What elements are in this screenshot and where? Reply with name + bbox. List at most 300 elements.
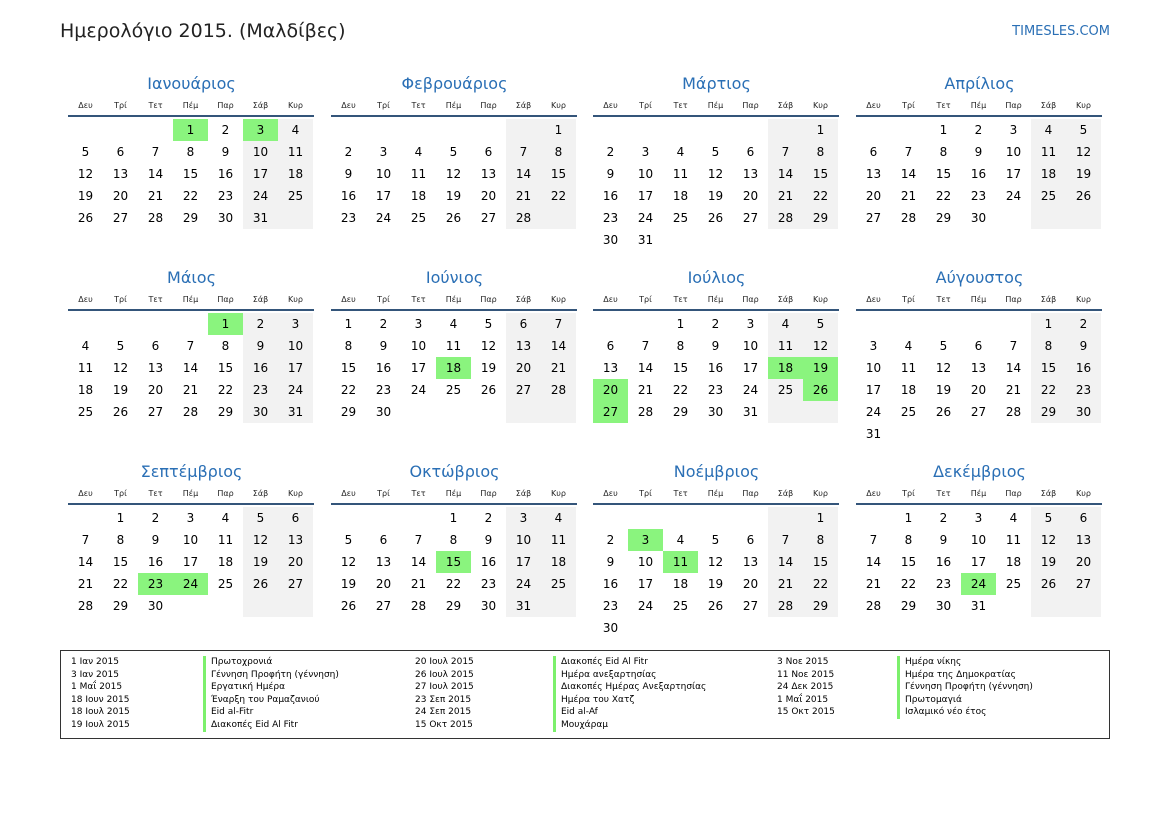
day-cell: 20 <box>112 189 129 203</box>
day-cell: 27 <box>480 211 497 225</box>
day-cell: 4 <box>676 145 685 159</box>
weekday-label: Τετ <box>936 489 951 498</box>
weekday-label: Παρ <box>480 101 497 110</box>
legend-date: 24 Σεπ 2015 <box>415 707 472 718</box>
day-cell: 14 <box>900 167 917 181</box>
empty-cell <box>996 423 1031 445</box>
legend-date: 15 Οκτ 2015 <box>415 719 473 730</box>
day-cell: 21 <box>900 189 917 203</box>
day-cell: 20 <box>970 383 987 397</box>
day-cell: 13 <box>147 361 164 375</box>
day-cell: 24 <box>637 599 654 613</box>
day-cell: 7 <box>81 533 90 547</box>
day-cell: 27 <box>593 401 628 423</box>
legend-date: 15 Οκτ 2015 <box>777 707 835 718</box>
empty-cell <box>401 401 436 423</box>
weekday-label: Σάβ <box>515 489 532 498</box>
day-cell: 10 <box>278 335 313 357</box>
weekday-label: Τετ <box>936 101 951 110</box>
legend-holiday-name: Έναρξη του Ραμαζανιού <box>203 694 339 707</box>
day-cell: 9 <box>939 533 948 547</box>
weekday-label: Παρ <box>1005 489 1022 498</box>
weekday-label: Κυρ <box>813 295 828 304</box>
weekday-label: Κυρ <box>551 101 566 110</box>
weekday-label: Παρ <box>217 101 234 110</box>
weekday-label: Κυρ <box>1076 295 1091 304</box>
day-cell: 11 <box>541 529 576 551</box>
holiday-legend <box>60 650 1110 739</box>
day-cell: 28 <box>182 405 199 419</box>
weekday-label: Σάβ <box>1040 489 1057 498</box>
empty-cell <box>593 313 628 335</box>
day-grid <box>593 119 839 251</box>
month-title: Αύγουστος <box>935 268 1024 287</box>
day-cell: 28 <box>900 211 917 225</box>
empty-cell <box>891 119 926 141</box>
day-cell: 27 <box>112 211 129 225</box>
day-cell: 2 <box>606 533 615 547</box>
day-cell: 18 <box>217 555 234 569</box>
day-cell: 18 <box>900 383 917 397</box>
day-cell: 27 <box>970 405 987 419</box>
day-cell: 26 <box>112 405 129 419</box>
day-cell: 20 <box>480 189 497 203</box>
month-title: Ιούνιος <box>425 268 484 287</box>
weekday-label: Κυρ <box>1076 489 1091 498</box>
day-cell: 8 <box>939 145 948 159</box>
day-cell: 3 <box>746 317 755 331</box>
day-cell: 2 <box>1066 313 1101 335</box>
day-cell: 22 <box>803 573 838 595</box>
empty-cell <box>803 617 838 639</box>
day-cell: 25 <box>900 405 917 419</box>
day-cell: 11 <box>217 533 234 547</box>
day-cell: 6 <box>606 339 615 353</box>
day-cell: 7 <box>904 145 913 159</box>
empty-cell <box>243 595 278 617</box>
legend-names-2 <box>553 656 706 732</box>
weekday-label: Παρ <box>480 489 497 498</box>
day-cell: 8 <box>186 145 195 159</box>
day-cell: 8 <box>676 339 685 353</box>
day-cell: 3 <box>869 339 878 353</box>
day-cell: 12 <box>1066 141 1101 163</box>
day-cell: 22 <box>935 189 952 203</box>
weekday-label: Τετ <box>148 101 163 110</box>
empty-cell <box>628 617 663 639</box>
empty-cell <box>541 401 576 423</box>
day-cell: 13 <box>742 167 759 181</box>
day-cell: 2 <box>974 123 983 137</box>
day-cell: 9 <box>606 167 615 181</box>
day-cell: 26 <box>480 383 497 397</box>
month-title: Μάιος <box>167 268 216 287</box>
day-cell: 15 <box>803 551 838 573</box>
weekday-header <box>68 487 314 505</box>
day-cell: 20 <box>742 577 759 591</box>
day-cell: 25 <box>672 599 689 613</box>
day-cell: 12 <box>803 335 838 357</box>
day-cell: 15 <box>112 555 129 569</box>
day-cell: 15 <box>900 555 917 569</box>
empty-cell <box>663 229 698 251</box>
legend-holiday-name: Γέννηση Προφήτη (γέννηση) <box>897 681 1033 694</box>
day-cell: 26 <box>707 599 724 613</box>
empty-cell <box>768 617 803 639</box>
day-cell: 11 <box>900 361 917 375</box>
day-cell: 1 <box>904 511 913 525</box>
empty-cell <box>593 119 628 141</box>
brand-link[interactable]: TIMESLES.COM <box>1012 24 1110 39</box>
day-cell: 22 <box>112 577 129 591</box>
empty-cell <box>926 423 961 445</box>
day-cell: 30 <box>480 599 497 613</box>
day-cell: 10 <box>506 529 541 551</box>
day-cell: 23 <box>935 577 952 591</box>
day-cell: 6 <box>746 533 755 547</box>
day-cell: 7 <box>541 313 576 335</box>
legend-holiday-name: Διακοπές Ημέρας Ανεξαρτησίας <box>553 681 706 694</box>
day-cell: 24 <box>506 573 541 595</box>
empty-cell <box>68 507 103 529</box>
day-cell: 5 <box>803 313 838 335</box>
month-title: Μάρτιος <box>682 74 751 93</box>
page-title: Ημερολόγιο 2015. (Μαλδίβες) <box>60 20 346 42</box>
day-cell: 19 <box>77 189 94 203</box>
day-cell: 14 <box>541 335 576 357</box>
month-block <box>593 461 839 639</box>
empty-cell <box>173 595 208 617</box>
day-cell: 18 <box>541 551 576 573</box>
day-cell: 13 <box>742 555 759 569</box>
day-cell: 19 <box>935 383 952 397</box>
day-cell: 29 <box>900 599 917 613</box>
day-cell: 19 <box>243 551 278 573</box>
empty-cell <box>733 119 768 141</box>
month-title: Νοέμβριος <box>673 462 760 481</box>
day-cell: 23 <box>480 577 497 591</box>
day-cell: 4 <box>449 317 458 331</box>
day-cell: 28 <box>865 599 882 613</box>
empty-cell <box>1031 595 1066 617</box>
day-cell: 17 <box>637 577 654 591</box>
empty-cell <box>436 401 471 423</box>
day-cell: 14 <box>147 167 164 181</box>
weekday-label: Πέμ <box>182 489 199 498</box>
day-cell: 11 <box>445 339 462 353</box>
weekday-label: Δευ <box>78 489 93 498</box>
day-cell: 28 <box>506 207 541 229</box>
day-cell: 1 <box>541 119 576 141</box>
empty-cell <box>961 423 996 445</box>
day-cell: 18 <box>278 163 313 185</box>
day-grid <box>68 313 314 423</box>
day-cell: 5 <box>711 533 720 547</box>
weekday-label: Παρ <box>742 101 759 110</box>
weekday-label: Πέμ <box>707 295 724 304</box>
day-cell: 23 <box>217 189 234 203</box>
day-cell: 21 <box>768 573 803 595</box>
day-cell: 9 <box>379 339 388 353</box>
empty-cell <box>1031 423 1066 445</box>
day-cell: 15 <box>672 361 689 375</box>
day-cell: 16 <box>970 167 987 181</box>
day-cell: 26 <box>707 211 724 225</box>
day-cell: 8 <box>344 339 353 353</box>
day-grid <box>856 119 1102 229</box>
weekday-label: Παρ <box>742 295 759 304</box>
day-cell: 16 <box>243 357 278 379</box>
day-cell: 3 <box>506 507 541 529</box>
empty-cell <box>103 119 138 141</box>
day-cell: 26 <box>935 405 952 419</box>
empty-cell <box>506 401 541 423</box>
day-cell: 11 <box>672 167 689 181</box>
empty-cell <box>856 119 891 141</box>
day-cell: 19 <box>803 357 838 379</box>
day-cell: 31 <box>742 405 759 419</box>
weekday-label: Τρί <box>902 489 915 498</box>
day-cell: 14 <box>1005 361 1022 375</box>
weekday-label: Σάβ <box>777 295 794 304</box>
day-cell: 28 <box>77 599 94 613</box>
day-cell: 7 <box>768 141 803 163</box>
weekday-label: Δευ <box>603 101 618 110</box>
weekday-label: Πέμ <box>445 489 462 498</box>
weekday-label: Πέμ <box>970 489 987 498</box>
empty-cell <box>663 119 698 141</box>
legend-holiday-name: Ισλαμικό νέο έτος <box>897 706 1033 719</box>
day-cell: 9 <box>151 533 160 547</box>
legend-holiday-name: Γέννηση Προφήτη (γέννηση) <box>203 669 339 682</box>
weekday-label: Κυρ <box>551 295 566 304</box>
day-cell: 19 <box>340 577 357 591</box>
day-cell: 26 <box>77 211 94 225</box>
day-cell: 17 <box>182 555 199 569</box>
day-cell: 4 <box>81 339 90 353</box>
day-cell: 4 <box>904 339 913 353</box>
day-cell: 9 <box>1066 335 1101 357</box>
day-cell: 13 <box>480 167 497 181</box>
day-cell: 25 <box>768 379 803 401</box>
weekday-label: Σάβ <box>252 101 269 110</box>
day-cell: 13 <box>112 167 129 181</box>
day-cell: 14 <box>768 163 803 185</box>
weekday-header <box>331 487 577 505</box>
weekday-label: Κυρ <box>1076 101 1091 110</box>
weekday-label: Σάβ <box>252 295 269 304</box>
day-cell: 8 <box>904 533 913 547</box>
day-cell: 1 <box>803 507 838 529</box>
day-cell: 25 <box>672 211 689 225</box>
day-cell: 7 <box>1009 339 1018 353</box>
day-cell: 10 <box>410 339 427 353</box>
weekday-header <box>331 99 577 117</box>
day-cell: 3 <box>974 511 983 525</box>
month-block <box>68 461 314 617</box>
empty-cell <box>891 313 926 335</box>
day-cell: 13 <box>602 361 619 375</box>
day-cell: 28 <box>1005 405 1022 419</box>
day-cell: 6 <box>869 145 878 159</box>
day-cell: 6 <box>278 507 313 529</box>
day-cell: 24 <box>375 211 392 225</box>
day-cell: 29 <box>1031 401 1066 423</box>
day-cell: 25 <box>77 405 94 419</box>
day-cell: 3 <box>278 313 313 335</box>
day-cell: 31 <box>637 233 654 247</box>
day-cell: 16 <box>147 555 164 569</box>
day-cell: 29 <box>112 599 129 613</box>
day-cell: 4 <box>414 145 423 159</box>
month-block <box>331 267 577 423</box>
empty-cell <box>471 401 506 423</box>
month-title: Δεκέμβριος <box>933 462 1026 481</box>
empty-cell <box>173 313 208 335</box>
day-cell: 10 <box>243 141 278 163</box>
day-cell: 21 <box>768 185 803 207</box>
weekday-label: Τετ <box>673 489 688 498</box>
day-cell: 20 <box>593 379 628 401</box>
empty-cell <box>628 313 663 335</box>
day-cell: 11 <box>77 361 94 375</box>
weekday-label: Δευ <box>78 295 93 304</box>
day-cell: 12 <box>707 167 724 181</box>
day-cell: 13 <box>1066 529 1101 551</box>
day-cell: 15 <box>935 167 952 181</box>
day-cell: 19 <box>1066 163 1101 185</box>
day-cell: 11 <box>278 141 313 163</box>
weekday-label: Σάβ <box>515 295 532 304</box>
day-cell: 24 <box>243 185 278 207</box>
empty-cell <box>541 595 576 617</box>
weekday-label: Παρ <box>1005 295 1022 304</box>
day-cell: 5 <box>484 317 493 331</box>
legend-date: 1 Ιαν 2015 <box>71 657 119 667</box>
day-cell: 4 <box>1031 119 1066 141</box>
legend-dates-2 <box>415 656 474 732</box>
day-cell: 15 <box>1031 357 1066 379</box>
weekday-label: Τετ <box>673 101 688 110</box>
day-cell: 7 <box>186 339 195 353</box>
day-cell: 17 <box>970 555 987 569</box>
day-cell: 22 <box>182 189 199 203</box>
day-cell: 9 <box>711 339 720 353</box>
day-cell: 21 <box>506 185 541 207</box>
month-title: Ιανουάριος <box>147 74 236 93</box>
day-cell: 13 <box>278 529 313 551</box>
weekday-label: Δευ <box>866 295 881 304</box>
day-cell: 18 <box>672 577 689 591</box>
day-cell: 18 <box>672 189 689 203</box>
day-cell: 12 <box>480 339 497 353</box>
day-cell: 8 <box>541 141 576 163</box>
day-cell: 24 <box>410 383 427 397</box>
day-cell: 9 <box>606 555 615 569</box>
day-cell: 2 <box>221 123 230 137</box>
day-cell: 28 <box>410 599 427 613</box>
empty-cell <box>856 507 891 529</box>
day-cell: 27 <box>742 599 759 613</box>
day-cell: 18 <box>1031 163 1066 185</box>
day-cell: 4 <box>221 511 230 525</box>
empty-cell <box>628 119 663 141</box>
day-cell: 30 <box>602 233 619 247</box>
day-cell: 22 <box>340 383 357 397</box>
day-cell: 15 <box>541 163 576 185</box>
weekday-header <box>856 293 1102 311</box>
empty-cell <box>366 507 401 529</box>
weekday-label: Σάβ <box>777 101 794 110</box>
day-cell: 1 <box>208 313 243 335</box>
empty-cell <box>698 617 733 639</box>
day-cell: 3 <box>1009 123 1018 137</box>
day-cell: 15 <box>182 167 199 181</box>
weekday-label: Παρ <box>217 295 234 304</box>
day-cell: 27 <box>742 211 759 225</box>
weekday-label: Τετ <box>411 295 426 304</box>
day-cell: 16 <box>602 189 619 203</box>
day-cell: 17 <box>865 383 882 397</box>
weekday-label: Παρ <box>480 295 497 304</box>
day-cell: 21 <box>77 577 94 591</box>
month-block <box>68 73 314 229</box>
day-cell: 7 <box>414 533 423 547</box>
weekday-label: Τρί <box>377 295 390 304</box>
day-cell: 30 <box>707 405 724 419</box>
day-cell: 27 <box>1066 573 1101 595</box>
day-cell: 3 <box>243 119 278 141</box>
day-cell: 3 <box>414 317 423 331</box>
month-block <box>856 73 1102 229</box>
legend-holiday-name: Eid al-Af <box>553 706 706 719</box>
day-cell: 1 <box>676 317 685 331</box>
day-cell: 3 <box>641 145 650 159</box>
empty-cell <box>471 119 506 141</box>
weekday-label: Δευ <box>341 101 356 110</box>
day-cell: 31 <box>278 401 313 423</box>
weekday-label: Τρί <box>377 101 390 110</box>
day-cell: 2 <box>379 317 388 331</box>
day-cell: 8 <box>449 533 458 547</box>
month-block <box>331 461 577 617</box>
day-cell: 1 <box>173 119 208 141</box>
day-cell: 12 <box>112 361 129 375</box>
day-cell: 26 <box>1031 573 1066 595</box>
day-cell: 14 <box>182 361 199 375</box>
day-cell: 22 <box>445 577 462 591</box>
legend-holiday-name: Πρωτομαγιά <box>897 694 1033 707</box>
legend-holiday-name: Πρωτοχρονιά <box>203 656 339 669</box>
day-cell: 14 <box>77 555 94 569</box>
empty-cell <box>68 119 103 141</box>
day-cell: 11 <box>1031 141 1066 163</box>
day-cell: 24 <box>961 573 996 595</box>
day-cell: 13 <box>375 555 392 569</box>
legend-date: 20 Ιουλ 2015 <box>415 657 474 667</box>
weekday-header <box>68 293 314 311</box>
legend-date: 19 Ιουλ 2015 <box>71 719 130 730</box>
legend-holiday-name: Ημέρα του Χατζ <box>553 694 706 707</box>
day-cell: 5 <box>449 145 458 159</box>
day-cell: 23 <box>340 211 357 225</box>
day-cell: 9 <box>974 145 983 159</box>
legend-dates-1 <box>71 656 130 732</box>
day-cell: 10 <box>182 533 199 547</box>
day-cell: 27 <box>278 573 313 595</box>
day-cell: 12 <box>1031 529 1066 551</box>
day-cell: 10 <box>637 167 654 181</box>
